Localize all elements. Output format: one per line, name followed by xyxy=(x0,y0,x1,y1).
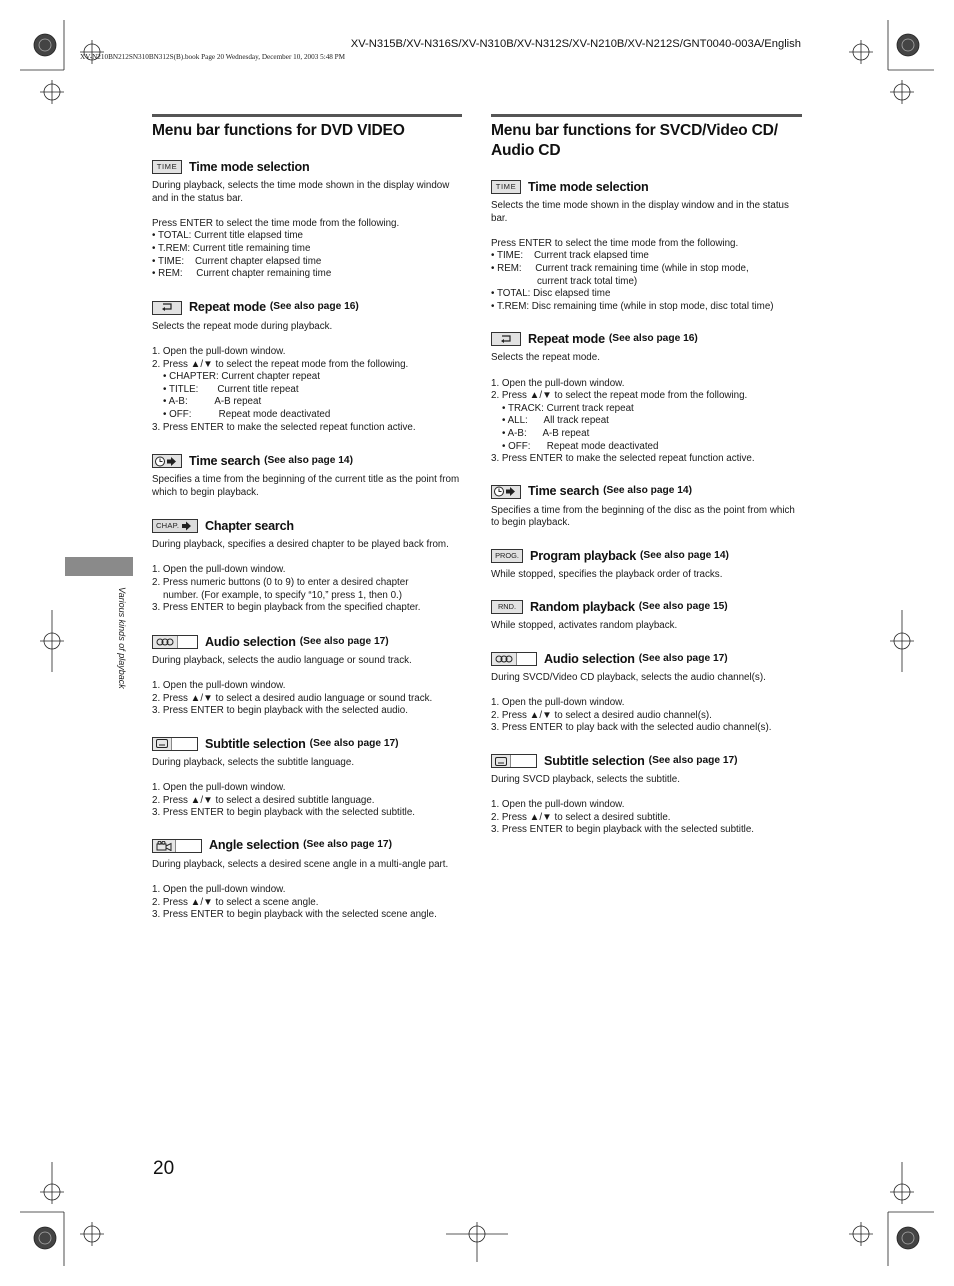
step: 3. Press ENTER to begin playback from the specified chapter. xyxy=(152,602,421,614)
dvd-repeat-section xyxy=(152,299,462,434)
svcd-subtitle-section xyxy=(491,752,802,837)
section-heading: Subtitle selection xyxy=(205,736,306,751)
paragraph: During playback, selects the audio language or sound track. xyxy=(152,654,412,666)
section-heading: Audio selection xyxy=(544,651,635,666)
paragraph: While stopped, activates random playback. xyxy=(491,620,678,632)
step: 1. Open the pull-down window. xyxy=(491,377,625,389)
see-also: (See also page 16) xyxy=(608,333,698,345)
section-heading: Time search xyxy=(189,453,261,468)
step: 2. Press ▲/▼ to select a desired subtitle. xyxy=(491,811,671,823)
side-tab xyxy=(65,557,133,576)
camera-icon xyxy=(152,839,202,853)
section-heading: Time search xyxy=(528,484,600,499)
step: number. (For example, to specify “10,” press 1, then 0.) xyxy=(163,589,403,601)
section-heading: Random playback xyxy=(530,600,635,615)
time-icon: TIME xyxy=(491,180,521,194)
paragraph: During playback, selects a desired scene angle in a multi-angle part. xyxy=(152,858,449,870)
paragraph: Specifies a time from the beginning of the current title as the point from which to begin playback. xyxy=(152,474,460,498)
section-heading: Chapter search xyxy=(205,518,294,533)
page-number: 20 xyxy=(153,1158,175,1179)
svcd-program-section xyxy=(491,547,802,582)
paragraph: While stopped, specifies the playback order of tracks. xyxy=(491,568,723,580)
list-item: • TOTAL: Disc elapsed time xyxy=(491,288,611,300)
section-heading: Repeat mode xyxy=(528,332,605,347)
svcd-repeat-section xyxy=(491,330,802,465)
section-heading: Subtitle selection xyxy=(544,753,645,768)
see-also: (See also page 17) xyxy=(303,839,392,851)
paragraph: During playback, specifies a desired chapter to be played back from. xyxy=(152,539,449,551)
subtitle-icon xyxy=(491,754,537,768)
list-item: • TITLE: Current title repeat xyxy=(163,383,299,395)
audio-icon xyxy=(491,652,537,666)
see-also: (See also page 17) xyxy=(638,652,728,664)
step: 1. Open the pull-down window. xyxy=(152,564,286,576)
step: 2. Press ▲/▼ to select a desired subtitle language. xyxy=(152,794,375,806)
dvd-chapter-search-section xyxy=(152,517,462,615)
step: 3. Press ENTER to begin playback with the selected audio. xyxy=(152,705,408,717)
section-heading: Program playback xyxy=(530,548,636,563)
section-heading: Time mode selection xyxy=(189,159,310,174)
see-also: (See also page 14) xyxy=(264,454,353,466)
paragraph: During SVCD/Video CD playback, selects the audio channel(s). xyxy=(491,672,766,684)
paragraph: Specifies a time from the beginning of the disc as the point from which to begin playback. xyxy=(491,504,795,529)
step: 3. Press ENTER to play back with the selected audio channel(s). xyxy=(491,722,772,734)
paragraph: Selects the repeat mode. xyxy=(491,352,600,364)
step: 1. Open the pull-down window. xyxy=(491,697,625,709)
header-model-numbers: XV-N315B/XV-N316S/XV-N310B/XV-N312S/XV-N210B/XV-N212S/GNT0040-003A/English xyxy=(350,38,801,50)
list-item: • CHAPTER: Current chapter repeat xyxy=(163,371,320,383)
list-item: • REM: Current track remaining time (while in stop mode, xyxy=(491,262,749,274)
paragraph: Selects the repeat mode during playback. xyxy=(152,320,333,332)
list-item: • OFF: Repeat mode deactivated xyxy=(163,408,331,420)
paragraph: During playback, selects the time mode shown in the display window and in the status bar. xyxy=(152,180,450,204)
dvd-audio-section xyxy=(152,633,462,718)
dvd-angle-section xyxy=(152,837,462,922)
paragraph: Selects the time mode shown in the display window and in the status bar. xyxy=(491,200,789,224)
see-also: (See also page 14) xyxy=(640,549,729,561)
time-icon: TIME xyxy=(152,160,182,174)
side-label: Various kinds of playback xyxy=(117,587,127,689)
clock-arrow-icon xyxy=(491,485,521,499)
list-item: • REM: Current chapter remaining time xyxy=(152,268,332,280)
svcd-time-search-section xyxy=(491,483,802,530)
dvd-time-mode-section xyxy=(152,158,462,281)
repeat-icon xyxy=(491,332,521,346)
dvd-video-column xyxy=(152,114,462,922)
chapter-icon xyxy=(152,519,198,533)
list-item: • TOTAL: Current title elapsed time xyxy=(152,230,303,242)
list-item: • A-B: A-B repeat xyxy=(502,427,590,439)
clock-arrow-icon xyxy=(152,454,182,468)
step: 2. Press ▲/▼ to select a desired audio language or sound track. xyxy=(152,692,433,704)
see-also: (See also page 14) xyxy=(603,485,692,497)
step: 2. Press ▲/▼ to select a scene angle. xyxy=(152,896,319,908)
step: 3. Press ENTER to make the selected repeat function active. xyxy=(152,421,416,433)
audio-icon xyxy=(152,635,198,649)
step: 2. Press ▲/▼ to select the repeat mode from the following. xyxy=(491,390,748,402)
step: 3. Press ENTER to begin playback with the selected subtitle. xyxy=(491,824,755,836)
svcd-audio-section xyxy=(491,650,802,735)
paragraph: Press ENTER to select the time mode from the following. xyxy=(491,237,739,249)
svcd-random-section xyxy=(491,598,802,633)
header-book-info: XV-N210BN212SN310BN312S(B).book Page 20 Wednesday, December 10, 2003 5:48 PM xyxy=(80,53,346,61)
step: 3. Press ENTER to begin playback with the selected scene angle. xyxy=(152,909,437,921)
list-item: • T.REM: Disc remaining time (while in stop mode, disc total time) xyxy=(491,300,774,312)
repeat-icon xyxy=(152,301,182,315)
list-item: • OFF: Repeat mode deactivated xyxy=(502,440,659,452)
section-heading: Angle selection xyxy=(209,838,300,853)
chapter-icon-label: CHAP. xyxy=(156,520,180,530)
list-item: • ALL: All track repeat xyxy=(502,415,609,427)
step: 1. Open the pull-down window. xyxy=(152,782,286,793)
dvd-section-title: Menu bar functions for DVD VIDEO xyxy=(152,122,405,139)
see-also: (See also page 17) xyxy=(648,754,738,766)
step: 3. Press ENTER to make the selected repeat function active. xyxy=(491,453,755,465)
section-heading: Audio selection xyxy=(205,634,296,649)
paragraph: During SVCD playback, selects the subtitle. xyxy=(491,774,680,786)
step: 2. Press ▲/▼ to select the repeat mode from the following. xyxy=(152,358,409,370)
see-also: (See also page 17) xyxy=(309,737,399,749)
step: 1. Open the pull-down window. xyxy=(491,799,625,811)
dvd-subtitle-section xyxy=(152,735,462,820)
step: 3. Press ENTER to begin playback with the selected subtitle. xyxy=(152,807,416,819)
dvd-time-search-section xyxy=(152,452,462,499)
section-heading: Time mode selection xyxy=(528,179,649,194)
paragraph: Press ENTER to select the time mode from the following. xyxy=(152,217,400,229)
list-item: • TRACK: Current track repeat xyxy=(502,402,634,414)
paragraph: During playback, selects the subtitle language. xyxy=(152,756,355,768)
list-item: current track total time) xyxy=(537,275,638,287)
list-item: • TIME: Current chapter elapsed time xyxy=(152,255,322,267)
program-icon: PROG. xyxy=(491,549,523,563)
subtitle-icon xyxy=(152,737,198,751)
step: 1. Open the pull-down window. xyxy=(152,345,286,357)
column-rule xyxy=(152,114,462,117)
step: 1. Open the pull-down window. xyxy=(152,883,286,895)
random-icon: RND. xyxy=(491,600,523,614)
svcd-section-title: Menu bar functions for SVCD/Video CD/ Audio CD xyxy=(491,122,778,159)
column-rule xyxy=(491,114,802,117)
section-heading: Repeat mode xyxy=(189,300,266,315)
list-item: • TIME: Current track elapsed time xyxy=(491,250,649,262)
list-item: • T.REM: Current title remaining time xyxy=(152,242,311,254)
svcd-column xyxy=(491,114,802,837)
svcd-time-mode-section xyxy=(491,178,802,313)
see-also: (See also page 17) xyxy=(299,635,389,647)
see-also: (See also page 15) xyxy=(638,601,728,613)
list-item: • A-B: A-B repeat xyxy=(163,396,262,408)
step: 1. Open the pull-down window. xyxy=(152,680,286,692)
step: 2. Press ▲/▼ to select a desired audio channel(s). xyxy=(491,709,712,721)
see-also: (See also page 16) xyxy=(269,301,359,313)
step: 2. Press numeric buttons (0 to 9) to enter a desired chapter xyxy=(152,577,409,589)
